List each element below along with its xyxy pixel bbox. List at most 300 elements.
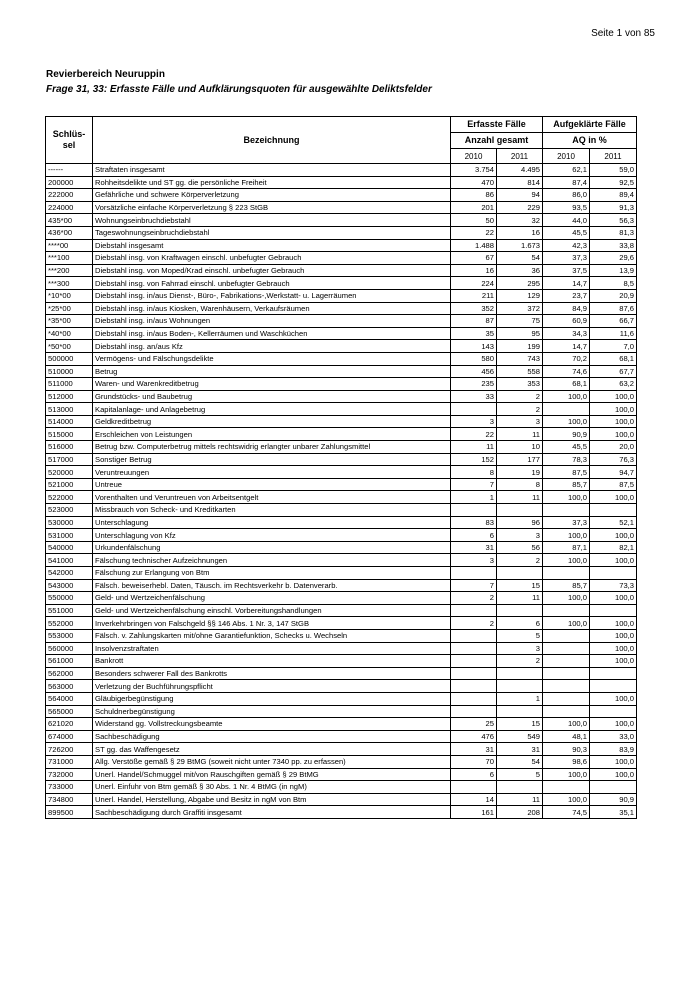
clearance-2010-cell <box>543 629 590 642</box>
clearance-2011-cell: 100,0 <box>590 529 637 542</box>
table-row <box>46 277 637 290</box>
table-row <box>46 164 637 177</box>
row-key-cell: 565000 <box>46 705 93 718</box>
cases-2011-cell: 94 <box>497 189 543 202</box>
cases-subheader: Anzahl gesamt <box>451 133 543 149</box>
clearance-2011-cell: 81,3 <box>590 226 637 239</box>
row-key-cell: 517000 <box>46 453 93 466</box>
table-row <box>46 567 637 580</box>
clearance-2011-cell: 66,7 <box>590 315 637 328</box>
cases-2010-cell <box>451 567 497 580</box>
table-row <box>46 806 637 819</box>
clearance-2010-cell <box>543 705 590 718</box>
row-label-cell: Bankrott <box>93 655 451 668</box>
clearance-2011-cell: 56,3 <box>590 214 637 227</box>
clearance-2010-cell: 74,6 <box>543 365 590 378</box>
row-label-cell: Erschleichen von Leistungen <box>93 428 451 441</box>
table-row <box>46 478 637 491</box>
table-row <box>46 415 637 428</box>
clearance-2011-cell: 100,0 <box>590 592 637 605</box>
row-label-cell: Vorsätzliche einfache Körperverletzung § 223 StGB <box>93 201 451 214</box>
row-key-cell: 521000 <box>46 478 93 491</box>
table-row <box>46 579 637 592</box>
clearance-2011-cell <box>590 680 637 693</box>
clearance-2010-cell <box>543 781 590 794</box>
row-key-cell: 540000 <box>46 541 93 554</box>
cases-2011-cell: 16 <box>497 226 543 239</box>
clearance-2010-cell: 100,0 <box>543 390 590 403</box>
clearance-2010-cell: 45,5 <box>543 441 590 454</box>
row-key-cell: 543000 <box>46 579 93 592</box>
row-label-cell: Allg. Verstöße gemäß § 29 BtMG (soweit nicht unter 7340 pp. zu erfassen) <box>93 755 451 768</box>
cases-2010-cell: 22 <box>451 226 497 239</box>
clearance-2011-cell: 8,5 <box>590 277 637 290</box>
row-key-cell: 520000 <box>46 466 93 479</box>
row-label-cell: Diebstahl insgesamt <box>93 239 451 252</box>
cases-2011-cell: 129 <box>497 289 543 302</box>
cases-2010-cell: 235 <box>451 378 497 391</box>
table-row <box>46 453 637 466</box>
clearance-2011-cell: 100,0 <box>590 629 637 642</box>
table-row <box>46 730 637 743</box>
row-key-cell: *10*00 <box>46 289 93 302</box>
clearance-2010-cell: 37,5 <box>543 264 590 277</box>
clearance-2011-cell: 90,9 <box>590 793 637 806</box>
clearance-2010-cell <box>543 655 590 668</box>
table-row <box>46 189 637 202</box>
clearance-2011-cell <box>590 604 637 617</box>
cases-2011-cell: 11 <box>497 428 543 441</box>
row-key-cell: 512000 <box>46 390 93 403</box>
row-label-cell: Geldkreditbetrug <box>93 415 451 428</box>
table-row <box>46 289 637 302</box>
cases-2010-cell: 201 <box>451 201 497 214</box>
clearance-2011-cell: 92,5 <box>590 176 637 189</box>
row-key-cell: 561000 <box>46 655 93 668</box>
clearance-2011-cell: 76,3 <box>590 453 637 466</box>
clearance-2010-cell: 23,7 <box>543 289 590 302</box>
cases-year-2011-header: 2011 <box>497 149 543 164</box>
row-label-cell: Diebstahl insg. von Kraftwagen einschl. unbefugter Gebrauch <box>93 252 451 265</box>
cases-2010-cell <box>451 655 497 668</box>
row-key-cell: 553000 <box>46 629 93 642</box>
cases-2011-cell: 96 <box>497 516 543 529</box>
cases-2011-cell: 32 <box>497 214 543 227</box>
cases-year-2010-header: 2010 <box>451 149 497 164</box>
cases-2011-cell <box>497 504 543 517</box>
cases-2011-cell: 8 <box>497 478 543 491</box>
clearance-2011-cell <box>590 667 637 680</box>
row-label-cell: Diebstahl insg. in/aus Kiosken, Warenhäusern, Verkaufsräumen <box>93 302 451 315</box>
cases-2010-cell: 33 <box>451 390 497 403</box>
clearance-2011-cell: 68,1 <box>590 352 637 365</box>
row-key-cell: 562000 <box>46 667 93 680</box>
row-key-cell: 621020 <box>46 718 93 731</box>
cases-2010-cell: 476 <box>451 730 497 743</box>
table-row <box>46 302 637 315</box>
cases-2010-cell: 3 <box>451 554 497 567</box>
row-key-cell: *25*00 <box>46 302 93 315</box>
cases-2011-cell: 31 <box>497 743 543 756</box>
row-key-cell: 541000 <box>46 554 93 567</box>
clearance-2010-cell: 90,3 <box>543 743 590 756</box>
clearance-2010-cell: 87,5 <box>543 466 590 479</box>
table-row <box>46 264 637 277</box>
row-key-cell: 734800 <box>46 793 93 806</box>
clearance-2011-cell: 87,5 <box>590 478 637 491</box>
clearance-2010-cell: 78,3 <box>543 453 590 466</box>
row-label-cell: Veruntreuungen <box>93 466 451 479</box>
row-label-cell: Urkundenfälschung <box>93 541 451 554</box>
clearance-2010-cell: 37,3 <box>543 252 590 265</box>
clearance-2011-cell: 100,0 <box>590 655 637 668</box>
cases-2011-cell: 549 <box>497 730 543 743</box>
cases-2011-cell: 6 <box>497 617 543 630</box>
row-key-cell: 500000 <box>46 352 93 365</box>
cases-2010-cell: 7 <box>451 579 497 592</box>
row-key-cell: 522000 <box>46 491 93 504</box>
clearance-2011-cell: 100,0 <box>590 617 637 630</box>
cases-2010-cell <box>451 680 497 693</box>
row-label-cell: Unerl. Einfuhr von Btm gemäß § 30 Abs. 1 Nr. 4 BtMG (in ngM) <box>93 781 451 794</box>
cases-2010-cell: 86 <box>451 189 497 202</box>
row-label-cell: Unterschlagung von Kfz <box>93 529 451 542</box>
row-key-cell: 510000 <box>46 365 93 378</box>
row-key-cell: ***200 <box>46 264 93 277</box>
row-label-cell: Fälschung technischer Aufzeichnungen <box>93 554 451 567</box>
label-column-header: Bezeichnung <box>93 117 451 164</box>
cases-2011-cell: 3 <box>497 642 543 655</box>
cases-2011-cell: 4.495 <box>497 164 543 177</box>
cases-2011-cell: 2 <box>497 554 543 567</box>
cases-2010-cell: 67 <box>451 252 497 265</box>
row-label-cell: Fälsch. v. Zahlungskarten mit/ohne Garantiefunktion, Schecks u. Wechseln <box>93 629 451 642</box>
row-key-cell: 551000 <box>46 604 93 617</box>
cases-2011-cell: 743 <box>497 352 543 365</box>
cases-2011-cell <box>497 680 543 693</box>
clearance-2011-cell: 100,0 <box>590 415 637 428</box>
cases-2010-cell: 87 <box>451 315 497 328</box>
cases-2011-cell: 11 <box>497 592 543 605</box>
row-key-cell: 222000 <box>46 189 93 202</box>
cases-2011-cell: 2 <box>497 655 543 668</box>
row-label-cell: Inverkehrbringen von Falschgeld §§ 146 Abs. 1 Nr. 3, 147 StGB <box>93 617 451 630</box>
clearance-2010-cell: 37,3 <box>543 516 590 529</box>
cases-2010-cell: 211 <box>451 289 497 302</box>
cases-2010-cell <box>451 629 497 642</box>
clearance-2010-cell: 74,5 <box>543 806 590 819</box>
cases-2010-cell: 22 <box>451 428 497 441</box>
cases-2010-cell <box>451 403 497 416</box>
table-row <box>46 352 637 365</box>
cases-2010-cell: 7 <box>451 478 497 491</box>
clearance-2010-cell <box>543 642 590 655</box>
table-row <box>46 378 637 391</box>
clearance-group-header: Aufgeklärte Fälle <box>543 117 637 133</box>
row-key-cell: ***100 <box>46 252 93 265</box>
row-key-cell: *50*00 <box>46 340 93 353</box>
row-label-cell: Diebstahl insg. von Moped/Krad einschl. unbefugter Gebrauch <box>93 264 451 277</box>
row-label-cell: Sachbeschädigung durch Graffiti insgesamt <box>93 806 451 819</box>
cases-2010-cell: 2 <box>451 592 497 605</box>
row-label-cell: Unerl. Handel/Schmuggel mit/von Rauschgiften gemäß § 29 BtMG <box>93 768 451 781</box>
cases-2011-cell: 75 <box>497 315 543 328</box>
cases-2010-cell <box>451 692 497 705</box>
cases-2010-cell: 224 <box>451 277 497 290</box>
row-label-cell: Vorenthalten und Veruntreuen von Arbeitsentgelt <box>93 491 451 504</box>
table-row <box>46 491 637 504</box>
table-row <box>46 705 637 718</box>
cases-2010-cell: 470 <box>451 176 497 189</box>
row-label-cell: Tageswohnungseinbruchdiebstahl <box>93 226 451 239</box>
row-label-cell: Fälsch. beweiserhebl. Daten, Täusch. im Rechtsverkehr b. Datenverarb. <box>93 579 451 592</box>
clearance-2010-cell: 98,6 <box>543 755 590 768</box>
row-label-cell: Diebstahl insg. in/aus Dienst-, Büro-, Fabrikations-,Werkstatt- u. Lagerräumen <box>93 289 451 302</box>
table-row <box>46 592 637 605</box>
row-label-cell: Vermögens- und Fälschungsdelikte <box>93 352 451 365</box>
clearance-2011-cell: 83,9 <box>590 743 637 756</box>
row-label-cell: Betrug <box>93 365 451 378</box>
table-row <box>46 642 637 655</box>
cases-2010-cell <box>451 604 497 617</box>
clearance-2011-cell: 63,2 <box>590 378 637 391</box>
cases-2010-cell: 456 <box>451 365 497 378</box>
clearance-2011-cell <box>590 504 637 517</box>
clearance-2010-cell: 14,7 <box>543 340 590 353</box>
table-row <box>46 541 637 554</box>
table-row <box>46 554 637 567</box>
row-label-cell: Widerstand gg. Vollstreckungsbeamte <box>93 718 451 731</box>
table-row <box>46 239 637 252</box>
clearance-2010-cell <box>543 680 590 693</box>
cases-2010-cell <box>451 781 497 794</box>
clearance-2010-cell: 70,2 <box>543 352 590 365</box>
cases-2010-cell: 1 <box>451 491 497 504</box>
cases-2010-cell <box>451 642 497 655</box>
row-key-cell: 200000 <box>46 176 93 189</box>
table-row <box>46 226 637 239</box>
row-key-cell: 435*00 <box>46 214 93 227</box>
cases-2011-cell: 54 <box>497 252 543 265</box>
clearance-2010-cell <box>543 567 590 580</box>
clearance-2010-cell: 100,0 <box>543 529 590 542</box>
clearance-2010-cell <box>543 403 590 416</box>
clearance-2011-cell: 100,0 <box>590 390 637 403</box>
cases-2010-cell: 6 <box>451 768 497 781</box>
cases-2011-cell <box>497 604 543 617</box>
table-row <box>46 315 637 328</box>
cases-2010-cell: 35 <box>451 327 497 340</box>
cases-2011-cell: 3 <box>497 415 543 428</box>
row-label-cell: Diebstahl insg. in/aus Wohnungen <box>93 315 451 328</box>
row-key-cell: *35*00 <box>46 315 93 328</box>
table-row <box>46 516 637 529</box>
row-label-cell: Geld- und Wertzeichenfälschung einschl. Vorbereitungshandlungen <box>93 604 451 617</box>
key-header-line2: sel <box>62 140 76 150</box>
cases-2011-cell: 95 <box>497 327 543 340</box>
cases-2010-cell <box>451 504 497 517</box>
row-key-cell: 899500 <box>46 806 93 819</box>
clearance-2011-cell: 7,0 <box>590 340 637 353</box>
table-row <box>46 692 637 705</box>
cases-2010-cell: 31 <box>451 743 497 756</box>
region-title: Revierbereich Neuruppin <box>46 69 165 80</box>
clearance-2010-cell: 100,0 <box>543 491 590 504</box>
clearance-2010-cell: 100,0 <box>543 617 590 630</box>
row-key-cell: 531000 <box>46 529 93 542</box>
clearance-2011-cell <box>590 781 637 794</box>
table-row <box>46 655 637 668</box>
cases-2011-cell: 5 <box>497 629 543 642</box>
cases-2010-cell: 70 <box>451 755 497 768</box>
clearance-2011-cell: 100,0 <box>590 642 637 655</box>
clearance-2011-cell: 100,0 <box>590 768 637 781</box>
cases-2010-cell <box>451 705 497 718</box>
clearance-2010-cell: 100,0 <box>543 718 590 731</box>
clearance-2011-cell: 82,1 <box>590 541 637 554</box>
clearance-2011-cell: 20,9 <box>590 289 637 302</box>
row-key-cell: 515000 <box>46 428 93 441</box>
key-header-line1: Schlüs- <box>52 129 86 139</box>
cases-2011-cell: 3 <box>497 529 543 542</box>
clearance-2011-cell: 100,0 <box>590 718 637 731</box>
cases-2011-cell: 56 <box>497 541 543 554</box>
clearance-2010-cell <box>543 692 590 705</box>
row-label-cell: Fälschung zur Erlangung von Btm <box>93 567 451 580</box>
row-label-cell: Missbrauch von Scheck- und Kreditkarten <box>93 504 451 517</box>
row-label-cell: Gläubigerbegünstigung <box>93 692 451 705</box>
cases-2011-cell <box>497 705 543 718</box>
table-row <box>46 390 637 403</box>
clearance-2011-cell: 13,9 <box>590 264 637 277</box>
cases-2011-cell: 177 <box>497 453 543 466</box>
cases-2010-cell: 31 <box>451 541 497 554</box>
clearance-2010-cell: 87,4 <box>543 176 590 189</box>
cases-2011-cell: 2 <box>497 403 543 416</box>
cases-2010-cell: 14 <box>451 793 497 806</box>
clearance-2010-cell: 84,9 <box>543 302 590 315</box>
clearance-2011-cell: 91,3 <box>590 201 637 214</box>
row-key-cell: 552000 <box>46 617 93 630</box>
statistics-table <box>45 116 637 819</box>
cases-2011-cell: 54 <box>497 755 543 768</box>
cases-2011-cell: 5 <box>497 768 543 781</box>
clearance-2011-cell: 100,0 <box>590 491 637 504</box>
clearance-2010-cell: 86,0 <box>543 189 590 202</box>
row-label-cell: Straftaten insgesamt <box>93 164 451 177</box>
cases-2010-cell: 16 <box>451 264 497 277</box>
clearance-2011-cell: 87,6 <box>590 302 637 315</box>
row-label-cell: Sachbeschädigung <box>93 730 451 743</box>
table-row <box>46 743 637 756</box>
clearance-2011-cell: 20,0 <box>590 441 637 454</box>
row-key-cell: ------ <box>46 164 93 177</box>
row-label-cell: Diebstahl insg. an/aus Kfz <box>93 340 451 353</box>
clearance-2010-cell: 60,9 <box>543 315 590 328</box>
table-row <box>46 629 637 642</box>
clearance-subheader: AQ in % <box>543 133 637 149</box>
cases-2011-cell: 372 <box>497 302 543 315</box>
row-key-cell: ***300 <box>46 277 93 290</box>
clearance-2010-cell: 100,0 <box>543 793 590 806</box>
cases-2011-cell: 15 <box>497 718 543 731</box>
clearance-2010-cell: 68,1 <box>543 378 590 391</box>
row-label-cell: Sonstiger Betrug <box>93 453 451 466</box>
cases-2010-cell: 2 <box>451 617 497 630</box>
row-label-cell: Geld- und Wertzeichenfälschung <box>93 592 451 605</box>
row-key-cell: 732000 <box>46 768 93 781</box>
table-row <box>46 680 637 693</box>
row-key-cell: 530000 <box>46 516 93 529</box>
cases-2011-cell: 229 <box>497 201 543 214</box>
cases-2010-cell: 6 <box>451 529 497 542</box>
clearance-2011-cell: 67,7 <box>590 365 637 378</box>
table-row <box>46 441 637 454</box>
table-row <box>46 340 637 353</box>
clearance-year-2010-header: 2010 <box>543 149 590 164</box>
row-label-cell: Betrug bzw. Computerbetrug mittels rechtswidrig erlangter unbarer Zahlungsmittel <box>93 441 451 454</box>
row-key-cell: 726200 <box>46 743 93 756</box>
cases-2010-cell: 580 <box>451 352 497 365</box>
table-row <box>46 252 637 265</box>
cases-2011-cell: 208 <box>497 806 543 819</box>
clearance-2010-cell: 100,0 <box>543 768 590 781</box>
clearance-2011-cell: 52,1 <box>590 516 637 529</box>
cases-2010-cell: 11 <box>451 441 497 454</box>
row-label-cell: Grundstücks- und Baubetrug <box>93 390 451 403</box>
row-key-cell: 513000 <box>46 403 93 416</box>
clearance-2010-cell <box>543 667 590 680</box>
row-key-cell: 224000 <box>46 201 93 214</box>
row-key-cell: 733000 <box>46 781 93 794</box>
row-label-cell: Unterschlagung <box>93 516 451 529</box>
cases-2010-cell: 50 <box>451 214 497 227</box>
cases-2010-cell: 152 <box>451 453 497 466</box>
table-row <box>46 327 637 340</box>
row-key-cell: 436*00 <box>46 226 93 239</box>
clearance-2010-cell: 87,1 <box>543 541 590 554</box>
cases-2011-cell: 1.673 <box>497 239 543 252</box>
clearance-2011-cell: 100,0 <box>590 755 637 768</box>
cases-2011-cell: 11 <box>497 491 543 504</box>
row-label-cell: Diebstahl insg. in/aus Boden-, Kellerräumen und Waschküchen <box>93 327 451 340</box>
clearance-2010-cell: 85,7 <box>543 579 590 592</box>
row-key-cell: 731000 <box>46 755 93 768</box>
report-subtitle: Frage 31, 33: Erfasste Fälle und Aufklärungsquoten für ausgewählte Deliktsfelder <box>46 84 432 95</box>
row-label-cell: Rohheitsdelikte und ST gg. die persönliche Freiheit <box>93 176 451 189</box>
table-row <box>46 403 637 416</box>
table-row <box>46 718 637 731</box>
clearance-2010-cell: 100,0 <box>543 554 590 567</box>
cases-2010-cell: 3.754 <box>451 164 497 177</box>
clearance-2010-cell: 42,3 <box>543 239 590 252</box>
cases-2011-cell <box>497 567 543 580</box>
cases-2011-cell: 10 <box>497 441 543 454</box>
cases-2011-cell: 2 <box>497 390 543 403</box>
table-body <box>46 164 637 819</box>
cases-2011-cell: 353 <box>497 378 543 391</box>
clearance-2010-cell: 100,0 <box>543 592 590 605</box>
clearance-2011-cell: 100,0 <box>590 403 637 416</box>
clearance-2011-cell: 33,8 <box>590 239 637 252</box>
row-key-cell: 560000 <box>46 642 93 655</box>
row-label-cell: Besonders schwerer Fall des Bankrotts <box>93 667 451 680</box>
cases-2011-cell: 19 <box>497 466 543 479</box>
cases-2011-cell: 11 <box>497 793 543 806</box>
row-key-cell: ****00 <box>46 239 93 252</box>
clearance-2011-cell: 33,0 <box>590 730 637 743</box>
clearance-2010-cell: 48,1 <box>543 730 590 743</box>
